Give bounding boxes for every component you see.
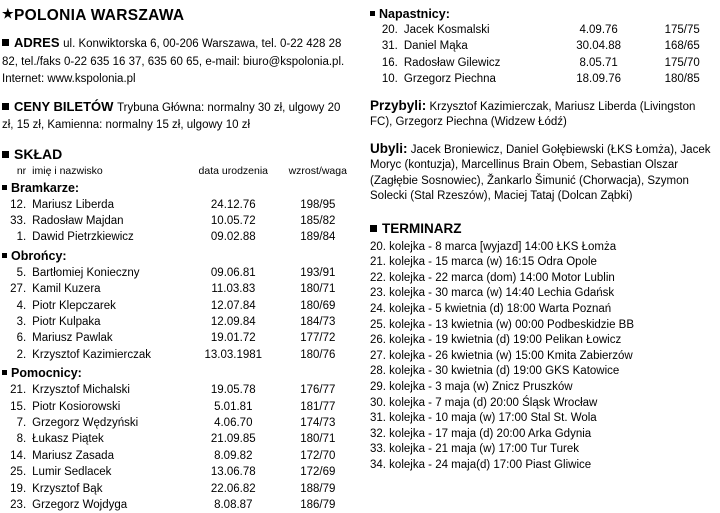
bullet-square-icon	[2, 39, 9, 46]
player-number: 1.	[2, 229, 32, 245]
bullet-square-small-icon	[2, 185, 7, 190]
player-birth: 24.12.76	[185, 197, 282, 213]
group-label: Pomocnicy:	[11, 366, 82, 380]
player-measurements: 185/82	[282, 213, 354, 229]
column-header-nr: nr	[2, 164, 32, 178]
player-measurements: 177/72	[282, 330, 354, 346]
table-row	[2, 281, 354, 297]
player-number: 31.	[370, 38, 404, 54]
table-row	[2, 431, 354, 447]
player-measurements: 186/79	[282, 497, 354, 513]
schedule-heading: TERMINARZ	[382, 221, 462, 236]
player-measurements: 175/75	[646, 22, 718, 38]
player-number: 10.	[370, 71, 404, 87]
squad-group-header	[2, 363, 354, 382]
table-row	[370, 22, 718, 38]
table-row	[370, 71, 718, 87]
player-birth: 12.09.84	[185, 314, 282, 330]
player-birth: 19.01.72	[185, 330, 282, 346]
player-birth: 4.09.76	[551, 22, 646, 38]
player-birth: 09.02.88	[185, 229, 282, 245]
player-number: 25.	[2, 464, 32, 480]
list-item: 22. kolejka - 22 marca (dom) 14:00 Motor Lublin	[370, 271, 716, 287]
player-birth: 13.06.78	[185, 464, 282, 480]
departures-text: Jacek Broniewicz, Daniel Gołębiewski (ŁKS Łomża), Jacek Moryc (kontuzja), Marcellinus Brain Obem, Sebastian Olszar (Zagłębie Sosnowiec), Žankarlo Šimunić (Chorwacja), Szymon Solecki (Stal Rzeszów), Maciej Tataj (Dolcan Ząbki)	[370, 144, 710, 203]
forwards-group-header	[370, 7, 720, 21]
player-measurements: 180/85	[646, 71, 718, 87]
player-birth: 4.06.70	[185, 415, 282, 431]
player-birth: 11.03.83	[185, 281, 282, 297]
table-row	[2, 229, 354, 245]
player-birth: 22.06.82	[185, 481, 282, 497]
list-item: 33. kolejka - 21 maja (w) 17:00 Tur Turek	[370, 442, 716, 458]
player-name: Mariusz Zasada	[32, 448, 185, 464]
group-label-wrap	[2, 246, 354, 265]
tickets-heading-wrap	[2, 99, 340, 132]
table-row	[2, 382, 354, 398]
table-row	[2, 265, 354, 281]
player-measurements: 189/84	[282, 229, 354, 245]
player-name: Krzysztof Bąk	[32, 481, 185, 497]
player-name: Piotr Kulpaka	[32, 314, 185, 330]
player-number: 3.	[2, 314, 32, 330]
tickets-heading: CENY BILETÓW	[14, 99, 113, 114]
player-number: 16.	[370, 55, 404, 71]
table-row	[2, 399, 354, 415]
player-name: Jacek Kosmalski	[404, 22, 551, 38]
table-row	[2, 448, 354, 464]
table-row	[2, 415, 354, 431]
player-birth: 8.09.82	[185, 448, 282, 464]
player-measurements: 172/70	[282, 448, 354, 464]
star-icon: ★	[2, 6, 14, 21]
player-birth: 19.05.78	[185, 382, 282, 398]
squad-group-header	[2, 178, 354, 197]
forwards-table	[370, 22, 718, 88]
squad-group-header	[2, 246, 354, 265]
page-title	[0, 0, 360, 25]
player-name: Grzegorz Wędzyński	[32, 415, 185, 431]
column-header-measurements: wzrost/waga	[282, 164, 354, 178]
player-birth: 8.05.71	[551, 55, 646, 71]
group-label: Napastnicy:	[379, 7, 450, 21]
player-name: Łukasz Piątek	[32, 431, 185, 447]
player-birth: 8.08.87	[185, 497, 282, 513]
player-number: 23.	[2, 497, 32, 513]
table-row	[2, 213, 354, 229]
list-item: 21. kolejka - 15 marca (w) 16:15 Odra Opole	[370, 255, 716, 271]
player-name: Dawid Pietrzkiewicz	[32, 229, 185, 245]
player-measurements: 174/73	[282, 415, 354, 431]
player-birth: 09.06.81	[185, 265, 282, 281]
table-row	[2, 497, 354, 513]
arrivals-block	[370, 98, 716, 131]
arrivals-text: Krzysztof Kazimierczak, Mariusz Liberda (Livingston FC), Grzegorz Piechna (Widzew Łódź)	[370, 101, 695, 129]
player-number: 6.	[2, 330, 32, 346]
table-row	[2, 314, 354, 330]
player-number: 14.	[2, 448, 32, 464]
squad-heading-wrap	[2, 146, 360, 162]
address-text: ul. Konwiktorska 6, 00-206 Warszawa, tel. 0-22 428 28 82, tel./faks 0-22 635 16 37, 635 60 65, e-mail: biuro@kspolonia.pl. Internet: www.kspolonia.pl	[2, 38, 344, 85]
list-item: 28. kolejka - 30 kwietnia (d) 19:00 GKS Katowice	[370, 364, 716, 380]
bullet-square-small-icon	[2, 253, 7, 258]
list-item: 23. kolejka - 30 marca (w) 14:40 Lechia Gdańsk	[370, 286, 716, 302]
table-row	[370, 38, 718, 54]
player-birth: 12.07.84	[185, 298, 282, 314]
table-row	[2, 464, 354, 480]
column-header-name: imię i nazwisko	[32, 164, 185, 178]
player-name: Grzegorz Piechna	[404, 71, 551, 87]
bullet-square-icon	[370, 225, 377, 232]
address-heading-wrap	[2, 35, 344, 85]
squad-table	[2, 164, 354, 513]
table-row	[2, 347, 354, 363]
player-name: Bartłomiej Konieczny	[32, 265, 185, 281]
list-item: 26. kolejka - 19 kwietnia (d) 19:00 Pelikan Łowicz	[370, 333, 716, 349]
bullet-square-icon	[2, 151, 9, 158]
player-birth: 5.01.81	[185, 399, 282, 415]
address-heading: ADRES	[14, 35, 60, 50]
player-number: 12.	[2, 197, 32, 213]
squad-heading: SKŁAD	[14, 146, 62, 162]
player-number: 2.	[2, 347, 32, 363]
player-name: Mariusz Pawlak	[32, 330, 185, 346]
player-birth: 21.09.85	[185, 431, 282, 447]
table-row	[2, 298, 354, 314]
list-item: 34. kolejka - 24 maja(d) 17:00 Piast Gliwice	[370, 458, 716, 474]
tickets-text: Trybuna Główna: normalny 30 zł, ulgowy 20 zł, 15 zł, Kamienna: normalny 15 zł, ulgowy 10 zł	[2, 102, 340, 132]
club-name: POLONIA WARSZAWA	[14, 7, 184, 24]
player-measurements: 188/79	[282, 481, 354, 497]
player-number: 5.	[2, 265, 32, 281]
player-measurements: 168/65	[646, 38, 718, 54]
player-name: Lumir Sedlacek	[32, 464, 185, 480]
group-label: Bramkarze:	[11, 181, 79, 195]
list-item: 25. kolejka - 13 kwietnia (w) 00:00 Podbeskidzie BB	[370, 318, 716, 334]
squad-table-header	[2, 164, 354, 178]
list-item: 32. kolejka - 17 maja (d) 20:00 Arka Gdynia	[370, 427, 716, 443]
player-measurements: 176/77	[282, 382, 354, 398]
player-number: 4.	[2, 298, 32, 314]
player-name: Kamil Kuzera	[32, 281, 185, 297]
list-item: 29. kolejka - 3 maja (w) Znicz Pruszków	[370, 380, 716, 396]
player-measurements: 198/95	[282, 197, 354, 213]
player-number: 20.	[370, 22, 404, 38]
player-measurements: 184/73	[282, 314, 354, 330]
table-row	[2, 481, 354, 497]
player-number: 21.	[2, 382, 32, 398]
player-name: Krzysztof Kazimierczak	[32, 347, 185, 363]
player-measurements: 180/69	[282, 298, 354, 314]
group-label: Obrońcy:	[11, 249, 67, 263]
arrivals-label: Przybyli:	[370, 98, 426, 113]
departures-label: Ubyli:	[370, 141, 408, 156]
list-item: 30. kolejka - 7 maja (d) 20:00 Śląsk Wrocław	[370, 396, 716, 412]
player-measurements: 193/91	[282, 265, 354, 281]
player-number: 33.	[2, 213, 32, 229]
player-measurements: 172/69	[282, 464, 354, 480]
schedule-heading-wrap	[370, 221, 720, 236]
player-name: Piotr Kosiorowski	[32, 399, 185, 415]
player-birth: 18.09.76	[551, 71, 646, 87]
tickets-block	[2, 99, 352, 134]
player-number: 19.	[2, 481, 32, 497]
player-name: Radosław Gilewicz	[404, 55, 551, 71]
player-number: 8.	[2, 431, 32, 447]
player-birth: 13.03.1981	[185, 347, 282, 363]
address-block	[2, 35, 354, 88]
list-item: 31. kolejka - 10 maja (w) 17:00 Stal St. Wola	[370, 411, 716, 427]
player-measurements: 181/77	[282, 399, 354, 415]
table-row	[370, 55, 718, 71]
left-column	[0, 0, 360, 501]
bullet-square-icon	[2, 103, 9, 110]
player-name: Krzysztof Michalski	[32, 382, 185, 398]
column-header-birth: data urodzenia	[185, 164, 282, 178]
player-number: 7.	[2, 415, 32, 431]
group-label-wrap	[2, 178, 354, 197]
player-number: 27.	[2, 281, 32, 297]
player-measurements: 180/71	[282, 281, 354, 297]
group-label-wrap	[2, 363, 354, 382]
list-item: 24. kolejka - 5 kwietnia (d) 18:00 Warta Poznań	[370, 302, 716, 318]
player-birth: 30.04.88	[551, 38, 646, 54]
player-measurements: 180/71	[282, 431, 354, 447]
table-row	[2, 330, 354, 346]
bullet-square-small-icon	[370, 11, 375, 16]
player-name: Mariusz Liberda	[32, 197, 185, 213]
player-name: Piotr Klepczarek	[32, 298, 185, 314]
player-name: Daniel Mąka	[404, 38, 551, 54]
player-name: Radosław Majdan	[32, 213, 185, 229]
table-row	[2, 197, 354, 213]
departures-block	[370, 141, 716, 205]
right-column	[368, 0, 720, 501]
bullet-square-small-icon	[2, 370, 7, 375]
list-item: 27. kolejka - 26 kwietnia (w) 15:00 Kmita Zabierzów	[370, 349, 716, 365]
player-measurements: 180/76	[282, 347, 354, 363]
player-measurements: 175/70	[646, 55, 718, 71]
list-item: 20. kolejka - 8 marca [wyjazd] 14:00 ŁKS Łomża	[370, 240, 716, 256]
schedule-list	[370, 240, 716, 474]
player-number: 15.	[2, 399, 32, 415]
player-name: Grzegorz Wojdyga	[32, 497, 185, 513]
player-birth: 10.05.72	[185, 213, 282, 229]
